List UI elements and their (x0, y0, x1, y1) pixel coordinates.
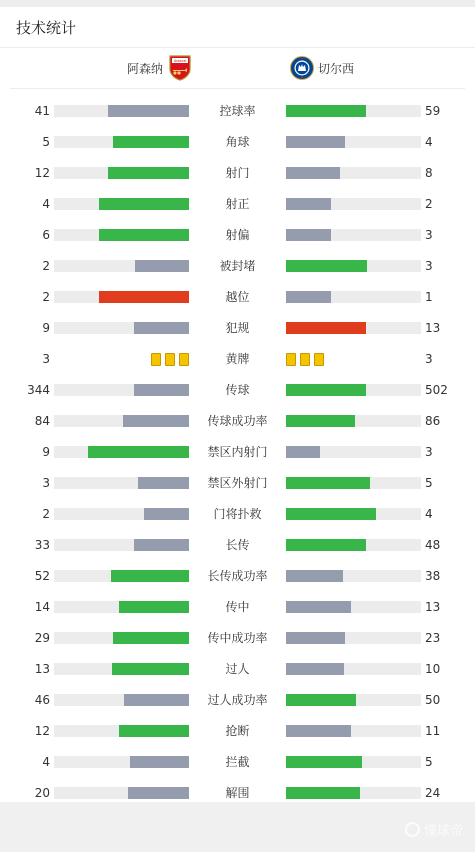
away-value: 4 (425, 507, 433, 521)
home-bar-fill (112, 663, 189, 675)
away-bar-track (286, 632, 421, 644)
home-value: 29 (34, 631, 50, 645)
home-value: 9 (42, 445, 50, 459)
stat-label: 禁区外射门 (207, 476, 268, 490)
stat-row (0, 561, 475, 592)
home-value: 3 (42, 476, 50, 490)
home-value: 2 (42, 507, 50, 521)
away-bar-fill (286, 663, 344, 675)
home-bar-fill (134, 322, 189, 334)
stat-label: 射偏 (225, 228, 250, 242)
stat-label: 传球成功率 (207, 414, 268, 428)
home-bar-fill (108, 167, 189, 179)
home-bar-track (54, 229, 189, 241)
home-value: 4 (42, 197, 50, 211)
away-bar-fill (286, 260, 367, 272)
stat-row (0, 220, 475, 251)
stat-label: 控球率 (219, 104, 256, 118)
footer (0, 802, 475, 852)
stat-row (0, 499, 475, 530)
away-bar-fill (286, 694, 356, 706)
home-bar-fill (113, 136, 189, 148)
home-bar-fill (111, 570, 189, 582)
stat-row (0, 344, 475, 375)
away-bar-fill (286, 446, 320, 458)
away-bar-fill (286, 415, 355, 427)
home-bar-track (54, 415, 189, 427)
away-bar-track (286, 446, 421, 458)
stat-label: 犯规 (225, 321, 250, 335)
home-bar-fill (134, 384, 189, 396)
stat-row (0, 251, 475, 282)
stat-row (0, 313, 475, 344)
page-title: 技术统计 (16, 19, 77, 37)
home-bar-fill (99, 291, 189, 303)
away-bar-fill (286, 322, 366, 334)
chelsea-crest-icon (290, 55, 314, 81)
away-value: 3 (425, 228, 433, 242)
stat-row (0, 747, 475, 778)
stat-row (0, 375, 475, 406)
away-bar-track (286, 539, 421, 551)
away-bar-fill (286, 105, 366, 117)
away-value: 86 (425, 414, 441, 428)
stat-label: 门将扑救 (213, 507, 262, 521)
home-value: 2 (42, 290, 50, 304)
away-bar-fill (286, 508, 376, 520)
stat-row (0, 468, 475, 499)
home-value: 41 (34, 104, 50, 118)
home-value: 9 (42, 321, 50, 335)
stat-row (0, 282, 475, 313)
stat-row (0, 716, 475, 747)
away-bar-fill (286, 477, 370, 489)
home-bar-track (54, 136, 189, 148)
stat-label: 传中成功率 (207, 631, 268, 645)
yellow-card-icon (151, 353, 161, 366)
stat-label: 解围 (225, 786, 250, 800)
watermark (405, 820, 463, 839)
home-bar-track (54, 291, 189, 303)
stat-label: 被封堵 (219, 259, 256, 273)
home-bar-track (54, 663, 189, 675)
stat-label: 长传 (225, 538, 250, 552)
home-bar-fill (128, 787, 189, 799)
away-bar-fill (286, 756, 362, 768)
home-bar-track (54, 508, 189, 520)
stat-label: 抢断 (225, 724, 250, 738)
away-bar-track (286, 477, 421, 489)
home-value: 3 (42, 352, 50, 366)
away-bar-track (286, 756, 421, 768)
home-yellow-cards (151, 353, 189, 366)
home-bar-fill (144, 508, 189, 520)
home-bar-fill (124, 694, 189, 706)
home-value: 84 (34, 414, 50, 428)
home-bar-fill (108, 105, 189, 117)
home-bar-fill (113, 632, 189, 644)
stat-row (0, 406, 475, 437)
stat-row (0, 685, 475, 716)
teams-header (0, 48, 475, 88)
away-value: 11 (425, 724, 441, 738)
home-value: 20 (34, 786, 50, 800)
stat-row (0, 189, 475, 220)
stat-label: 传球 (225, 383, 250, 397)
yellow-card-icon (300, 353, 310, 366)
home-team[interactable] (127, 48, 192, 88)
stat-label: 过人 (225, 662, 250, 676)
away-value: 24 (425, 786, 441, 800)
away-value: 2 (425, 197, 433, 211)
watermark-text: 懂球帝 (423, 824, 463, 839)
home-team-name: 阿森纳 (127, 61, 164, 76)
away-bar-track (286, 167, 421, 179)
away-value: 13 (425, 600, 441, 614)
home-bar-track (54, 756, 189, 768)
stat-row (0, 654, 475, 685)
home-value: 5 (42, 135, 50, 149)
stat-label: 射正 (225, 197, 250, 211)
away-value: 3 (425, 445, 433, 459)
stat-label: 传中 (225, 600, 250, 614)
away-bar-track (286, 260, 421, 272)
yellow-card-icon (179, 353, 189, 366)
home-bar-track (54, 167, 189, 179)
away-value: 50 (425, 693, 441, 707)
arsenal-crest-icon (168, 55, 192, 81)
away-bar-fill (286, 725, 351, 737)
yellow-card-icon (286, 353, 296, 366)
home-value: 6 (42, 228, 50, 242)
home-bar-fill (134, 539, 189, 551)
yellow-card-icon (165, 353, 175, 366)
away-bar-track (286, 570, 421, 582)
home-bar-fill (130, 756, 189, 768)
away-bar-track (286, 415, 421, 427)
away-value: 502 (425, 383, 448, 397)
away-bar-track (286, 105, 421, 117)
home-bar-track (54, 105, 189, 117)
away-bar-track (286, 136, 421, 148)
away-value: 3 (425, 352, 433, 366)
stat-label: 越位 (225, 290, 250, 304)
stat-row (0, 530, 475, 561)
away-team[interactable] (290, 48, 354, 88)
stats-card (0, 7, 475, 802)
away-bar-track (286, 322, 421, 334)
home-bar-fill (138, 477, 189, 489)
stat-row (0, 158, 475, 189)
home-value: 46 (34, 693, 50, 707)
home-bar-track (54, 539, 189, 551)
away-bar-fill (286, 632, 345, 644)
away-bar-track (286, 384, 421, 396)
stat-label: 过人成功率 (207, 693, 268, 707)
home-value: 14 (34, 600, 50, 614)
home-bar-fill (119, 601, 189, 613)
home-bar-track (54, 694, 189, 706)
away-bar-fill (286, 198, 331, 210)
home-value: 12 (34, 166, 50, 180)
home-bar-track (54, 260, 189, 272)
home-bar-track (54, 725, 189, 737)
home-bar-fill (99, 198, 189, 210)
away-bar-fill (286, 384, 366, 396)
home-bar-track (54, 601, 189, 613)
home-value: 52 (34, 569, 50, 583)
divider (10, 88, 465, 89)
home-bar-track (54, 384, 189, 396)
home-bar-track (54, 787, 189, 799)
away-bar-track (286, 725, 421, 737)
home-bar-track (54, 198, 189, 210)
away-team-name: 切尔西 (318, 61, 355, 76)
stat-row (0, 127, 475, 158)
top-strip (0, 0, 475, 7)
stat-label: 长传成功率 (207, 569, 268, 583)
away-bar-fill (286, 136, 345, 148)
away-bar-track (286, 663, 421, 675)
away-bar-track (286, 291, 421, 303)
home-value: 12 (34, 724, 50, 738)
stat-row (0, 437, 475, 468)
away-bar-fill (286, 570, 343, 582)
home-bar-track (54, 632, 189, 644)
away-bar-fill (286, 601, 351, 613)
home-bar-fill (99, 229, 189, 241)
arsenal-crest-text: Arsenal (173, 59, 187, 64)
stat-label: 射门 (225, 166, 250, 180)
stat-label: 拦截 (225, 755, 250, 769)
home-bar-fill (88, 446, 189, 458)
home-value: 33 (34, 538, 50, 552)
home-bar-fill (135, 260, 189, 272)
away-bar-track (286, 508, 421, 520)
home-bar-fill (123, 415, 189, 427)
away-bar-fill (286, 229, 331, 241)
yellow-card-icon (314, 353, 324, 366)
away-value: 23 (425, 631, 441, 645)
away-value: 3 (425, 259, 433, 273)
stat-row (0, 592, 475, 623)
stat-label: 禁区内射门 (207, 445, 268, 459)
away-value: 4 (425, 135, 433, 149)
away-bar-track (286, 198, 421, 210)
away-bar-fill (286, 787, 360, 799)
away-value: 5 (425, 755, 433, 769)
stat-label: 黄牌 (225, 352, 250, 366)
away-bar-fill (286, 539, 366, 551)
away-value: 10 (425, 662, 441, 676)
ball-icon (405, 822, 420, 837)
stat-row (0, 623, 475, 654)
away-value: 5 (425, 476, 433, 490)
home-value: 344 (27, 383, 50, 397)
stats-list (0, 96, 475, 809)
away-value: 1 (425, 290, 433, 304)
away-value: 38 (425, 569, 441, 583)
home-bar-track (54, 477, 189, 489)
away-value: 48 (425, 538, 441, 552)
away-bar-fill (286, 167, 340, 179)
home-bar-fill (119, 725, 189, 737)
away-yellow-cards (286, 353, 324, 366)
away-value: 59 (425, 104, 441, 118)
away-bar-track (286, 601, 421, 613)
away-bar-track (286, 787, 421, 799)
away-value: 13 (425, 321, 441, 335)
away-bar-track (286, 229, 421, 241)
away-value: 8 (425, 166, 433, 180)
home-bar-track (54, 570, 189, 582)
home-bar-track (54, 322, 189, 334)
stat-row (0, 96, 475, 127)
away-bar-track (286, 694, 421, 706)
home-bar-track (54, 446, 189, 458)
home-value: 2 (42, 259, 50, 273)
away-bar-fill (286, 291, 331, 303)
home-value: 4 (42, 755, 50, 769)
stat-label: 角球 (225, 135, 250, 149)
home-value: 13 (34, 662, 50, 676)
